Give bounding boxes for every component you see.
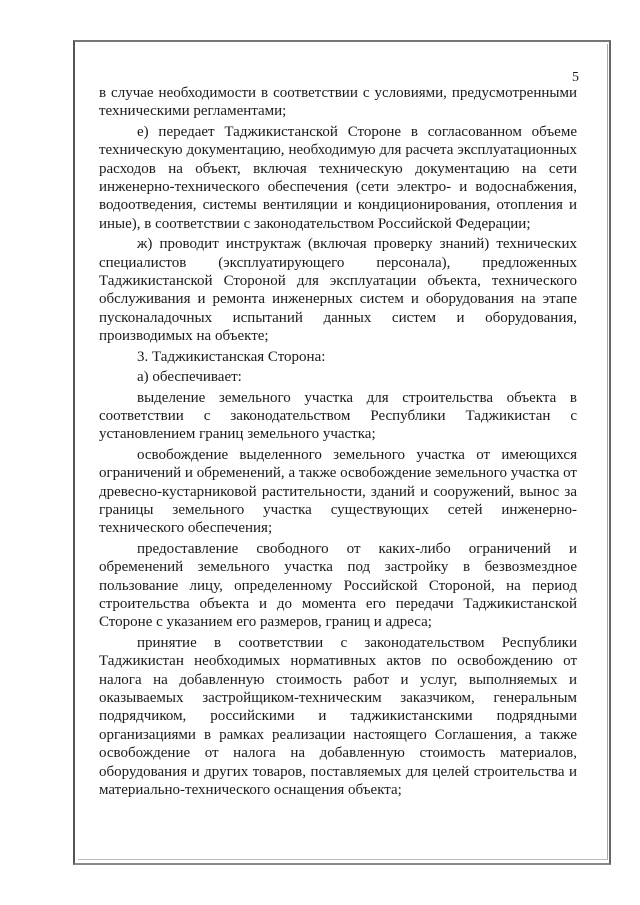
paragraph: ж) проводит инструктаж (включая проверку знаний) технических специалистов (эксплуатирующего персонала), предложенных Таджикистанской Стороной для эксплуатации объекта, технического обслуживания и ремонта инженерных систем и оборудования на этапе пусконаладочных испытаний данных систем и оборудования, производимых на объекте; (99, 236, 577, 345)
paragraph: в случае необходимости в соответствии с условиями, предусмотренными техническими регламентами; (99, 85, 577, 120)
paragraph: предоставление свободного от каких-либо ограничений и обременений земельного участка под застройку в безвозмездное пользование лицу, определенному Российской Стороной, на период строительства объекта и до момента его передачи Таджикистанской Стороне с указанием его размеров, границ и адреса; (99, 540, 577, 631)
paragraph: освобождение выделенного земельного участка от имеющихся ограничений и обременений, а также освобождение земельного участка от древесно-кустарниковой растительности, зданий и сооружений, вынос за границы земельного участка существующих сетей инженерно-технического обеспечения; (99, 446, 577, 537)
paragraph: выделение земельного участка для строительства объекта в соответствии с законодательством Республики Таджикистан с установлением границ земельного участка; (99, 389, 577, 443)
page-number: 5 (572, 70, 579, 85)
section-heading: 3. Таджикистанская Сторона: (137, 348, 326, 365)
paragraph: е) передает Таджикистанской Стороне в согласованном объеме техническую документацию, необходимую для расчета эксплуатационных расходов на объект, включая техническую документацию на сети инженерно-технического обеспечения (сети электро- и водоснабжения, водоотведения, системы вентиляции и кондиционирования, отопления и иные), в соответствии с законодательством Российской Федерации; (99, 123, 577, 232)
document-body (99, 84, 577, 801)
paragraph: принятие в соответствии с законодательством Республики Таджикистан необходимых нормативных актов по освобождению от налога на добавленную стоимость работ и услуг, выполняемых и оказываемых застройщиком-техническим заказчиком, генеральным подрядчиком, российскими и таджикистанскими подрядными организациями в рамках реализации настоящего Соглашения, а также освобождение от налога на добавленную стоимость материалов, оборудования и других товаров, поставляемых для целей строительства и материально-технического оснащения объекта; (99, 634, 577, 799)
subsection-heading: а) обеспечивает: (137, 369, 242, 386)
